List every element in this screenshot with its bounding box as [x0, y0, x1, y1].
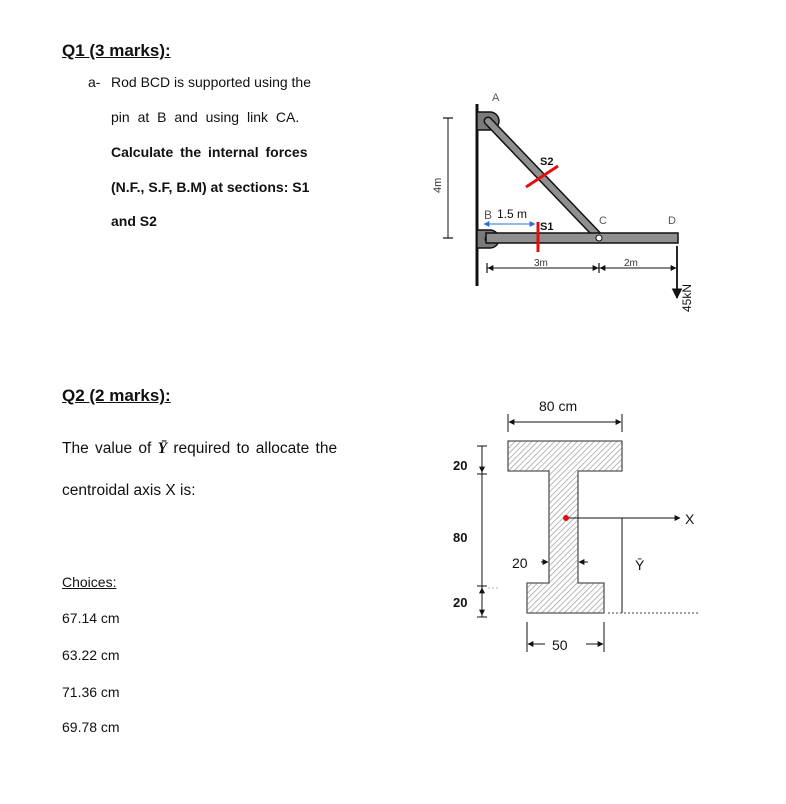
q2-question-pre: The value of: [62, 440, 158, 457]
q2-title: Q2 (2 marks):: [62, 386, 171, 405]
pin-c: [596, 235, 602, 241]
label-s2: S2: [540, 156, 554, 168]
choice-3[interactable]: 71.36 cm: [62, 684, 120, 700]
label-dim-web-width: 20: [512, 555, 528, 571]
label-dim-bottom-width: 50: [552, 637, 568, 653]
q1-text-line3: Calculate the internal forces: [111, 144, 308, 160]
label-dim-web-height: 80: [453, 530, 468, 545]
label-d: D: [668, 215, 676, 227]
choices-label: Choices:: [62, 574, 117, 590]
q1-truss-figure: [0, 0, 786, 320]
label-dim-s1: 1.5 m: [497, 207, 528, 221]
ybar-symbol: Ȳ: [157, 440, 168, 457]
label-ybar: Ȳ: [635, 557, 645, 573]
q1-text-line1: Rod BCD is supported using the: [111, 74, 311, 90]
choice-2[interactable]: 63.22 cm: [62, 647, 120, 663]
q1-item-marker: a-: [88, 74, 101, 90]
label-s1: S1: [540, 221, 554, 233]
label-b: B: [484, 208, 493, 222]
choice-1[interactable]: 67.14 cm: [62, 610, 120, 626]
q2-section-figure: [0, 380, 786, 680]
label-dim-top-flange: 20: [453, 458, 468, 473]
q2-question-line2: centroidal axis X is:: [62, 482, 196, 499]
label-dim-height: 4m: [432, 177, 444, 193]
q1-title: Q1 (3 marks):: [62, 41, 171, 60]
choice-4[interactable]: 69.78 cm: [62, 719, 120, 735]
label-dim-bc: 3m: [534, 258, 548, 269]
label-x-axis: X: [685, 511, 695, 527]
label-dim-bottom-flange: 20: [453, 595, 468, 610]
label-a: A: [492, 92, 500, 104]
q1-text-line2: pin at B and using link CA.: [111, 109, 300, 125]
label-dim-top-width: 80 cm: [539, 398, 578, 414]
centroid-point: [563, 515, 569, 521]
q1-text-line5: and S2: [111, 213, 157, 229]
label-c: C: [599, 215, 607, 227]
label-load: 45kN: [680, 283, 694, 312]
q1-text-line4: (N.F., S.F, B.M) at sections: S1: [111, 179, 310, 195]
label-dim-cd: 2m: [624, 258, 638, 269]
rod-bcd: [486, 233, 678, 243]
q2-question-post: required to allocate the: [167, 440, 338, 457]
i-section-shape: [508, 441, 622, 613]
